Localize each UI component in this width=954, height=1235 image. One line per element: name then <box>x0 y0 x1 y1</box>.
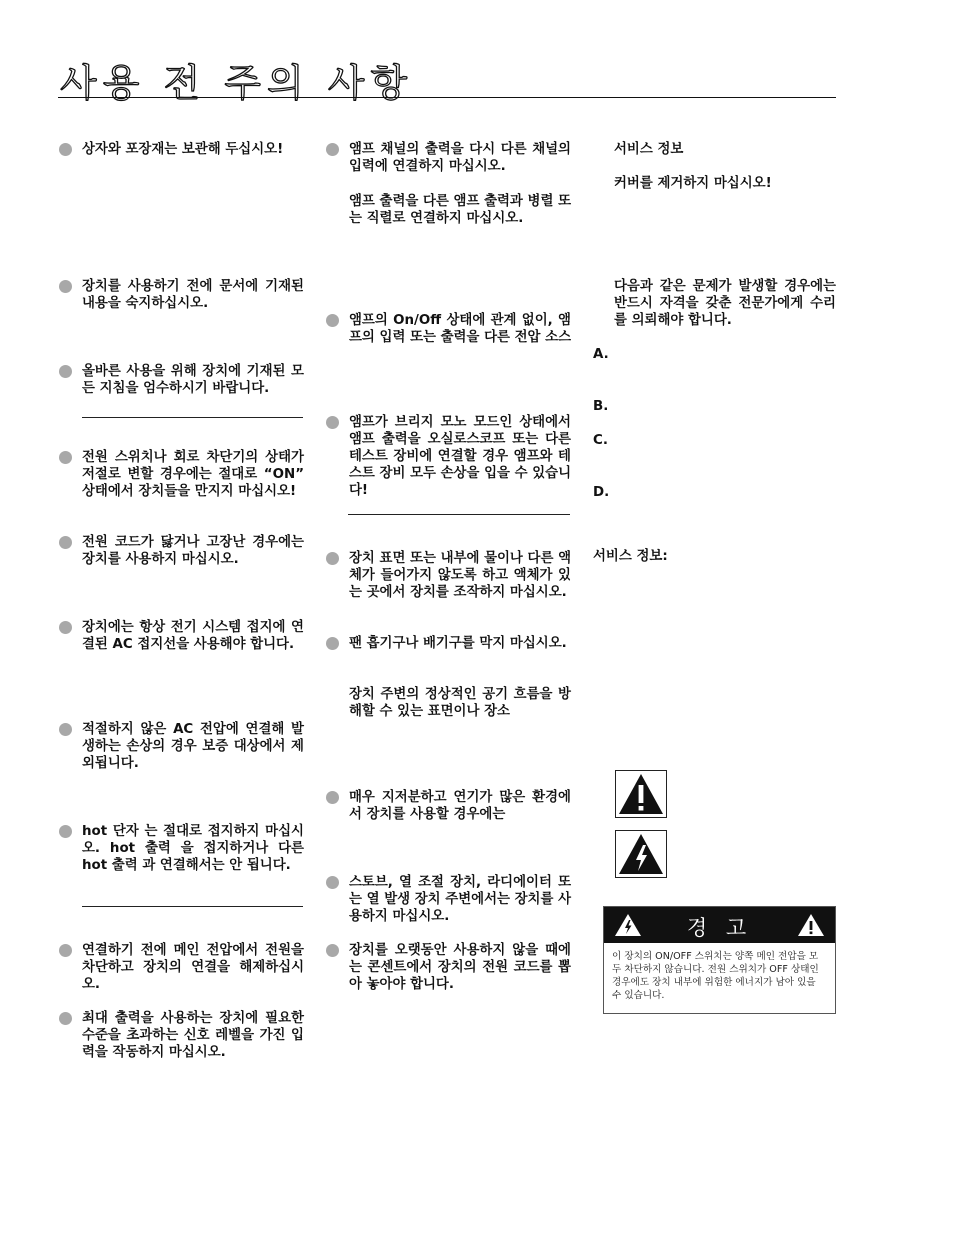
list-marker-c: C. <box>593 433 608 448</box>
caution-signal-level: 최대 출력을 사용하는 장치에 필요한 수준을 초과하는 신호 레벨을 가진 입력을 작동하지 마십시오. <box>59 1010 304 1061</box>
caution-heat-sources: 스토브, 열 조절 장치, 라디에이터 또는 열 발생 장치 주변에서는 장치를 사용하지 마십시오. <box>326 874 571 925</box>
repair-note: 다음과 같은 문제가 발생할 경우에는 반드시 자격을 갖춘 전문가에게 수리를 의뢰해야 합니다. <box>614 279 836 328</box>
title-divider <box>58 97 836 98</box>
caution-dusty-environment: 매우 지저분하고 연기가 많은 환경에서 장치를 사용할 경우에는 <box>326 789 571 823</box>
list-marker-b: B. <box>593 399 609 414</box>
caution-on-off-voltage: 앰프의 On/Off 상태에 관계 없이, 앰프의 입력 또는 출력을 다른 전압 소스 <box>326 312 571 346</box>
page-title: 사용 전 주의 사항 <box>60 61 414 105</box>
list-marker-d: D. <box>593 485 610 500</box>
caution-keep-packaging: 상자와 포장재는 보관해 두십시오! <box>59 141 304 158</box>
caution-ac-ground: 장치에는 항상 전기 시스템 접지에 연결된 AC 접지선을 사용해야 합니다. <box>59 619 304 653</box>
caution-parallel-series: 앰프 출력을 다른 앰프 출력과 병렬 또는 직렬로 연결하지 마십시오. <box>349 194 572 226</box>
service-info-label: 서비스 정보: <box>593 549 668 564</box>
caution-power-switch: 전원 스위치나 회로 차단기의 상태가 저절로 변할 경우에는 절대로 “ON” 상태에서 장치들을 만지지 마십시오! <box>59 449 304 500</box>
col1-divider-2 <box>82 906 303 907</box>
caution-channel-loop: 앰프 채널의 출력을 다시 다른 채널의 입력에 연결하지 마십시오. <box>326 141 571 175</box>
caution-bridge-mono: 앰프가 브리지 모노 모드인 상태에서 앰프 출력을 오실로스코프 또는 다른 테스트 장비에 연결할 경우 앰프와 테스트 장비 모두 손상을 입을 수 있습니다! <box>326 414 571 499</box>
col1-divider-1 <box>82 417 303 418</box>
col2-divider-1 <box>348 514 570 515</box>
service-heading: 서비스 정보 <box>614 142 684 157</box>
warning-header <box>604 907 835 943</box>
warning-exclamation-icon <box>797 913 825 937</box>
caution-fan-vents: 팬 흡기구나 배기구를 막지 마십시오. <box>326 635 571 652</box>
caution-damaged-cord: 전원 코드가 닳거나 고장난 경우에는 장치를 사용하지 마십시오. <box>59 534 304 568</box>
warning-text: 이 장치의 ON/OFF 스위치는 양쪽 메인 전압을 모두 차단하지 않습니다. 전원 스위치가 OFF 상태인 경우에도 장치 내부에 위험한 에너지가 남아 있을 수 있습니다. <box>612 951 819 1001</box>
caution-liquid: 장치 표면 또는 내부에 물이나 다른 액체가 들어가지 않도록 하고 액체가 있는 곳에서 장치를 조작하지 마십시오. <box>326 550 571 601</box>
no-cover-warning: 커버를 제거하지 마십시오! <box>614 176 772 191</box>
caution-follow-instructions: 올바른 사용을 위해 장치에 기재된 모든 지침을 엄수하시기 바랍니다. <box>59 363 304 397</box>
caution-airflow: 장치 주변의 정상적인 공기 흐름을 방해할 수 있는 표면이나 장소 <box>349 687 571 719</box>
caution-unplug: 장치를 오랫동안 사용하지 않을 때에는 콘센트에서 장치의 전원 코드를 뽑아 놓아야 합니다. <box>326 942 571 993</box>
warning-title: 경 고 <box>686 916 753 940</box>
exclamation-triangle-icon <box>615 770 667 818</box>
caution-hot-terminal: hot 단자 는 절대로 접지하지 마십시오. hot 출력 을 접지하거나 다른 hot 출력 과 연결해서는 안 됩니다. <box>59 823 304 874</box>
lightning-triangle-icon <box>615 830 667 878</box>
warning-box <box>603 906 836 1014</box>
list-marker-a: A. <box>593 347 609 362</box>
caution-ac-voltage: 적절하지 않은 AC 전압에 연결해 발생하는 손상의 경우 보증 대상에서 제외됩니다. <box>59 721 304 772</box>
caution-read-docs: 장치를 사용하기 전에 문서에 기재된 내용을 숙지하십시오. <box>59 278 304 312</box>
caution-disconnect-power: 연결하기 전에 메인 전압에서 전원을 차단하고 장치의 연결을 해제하십시오. <box>59 942 304 993</box>
